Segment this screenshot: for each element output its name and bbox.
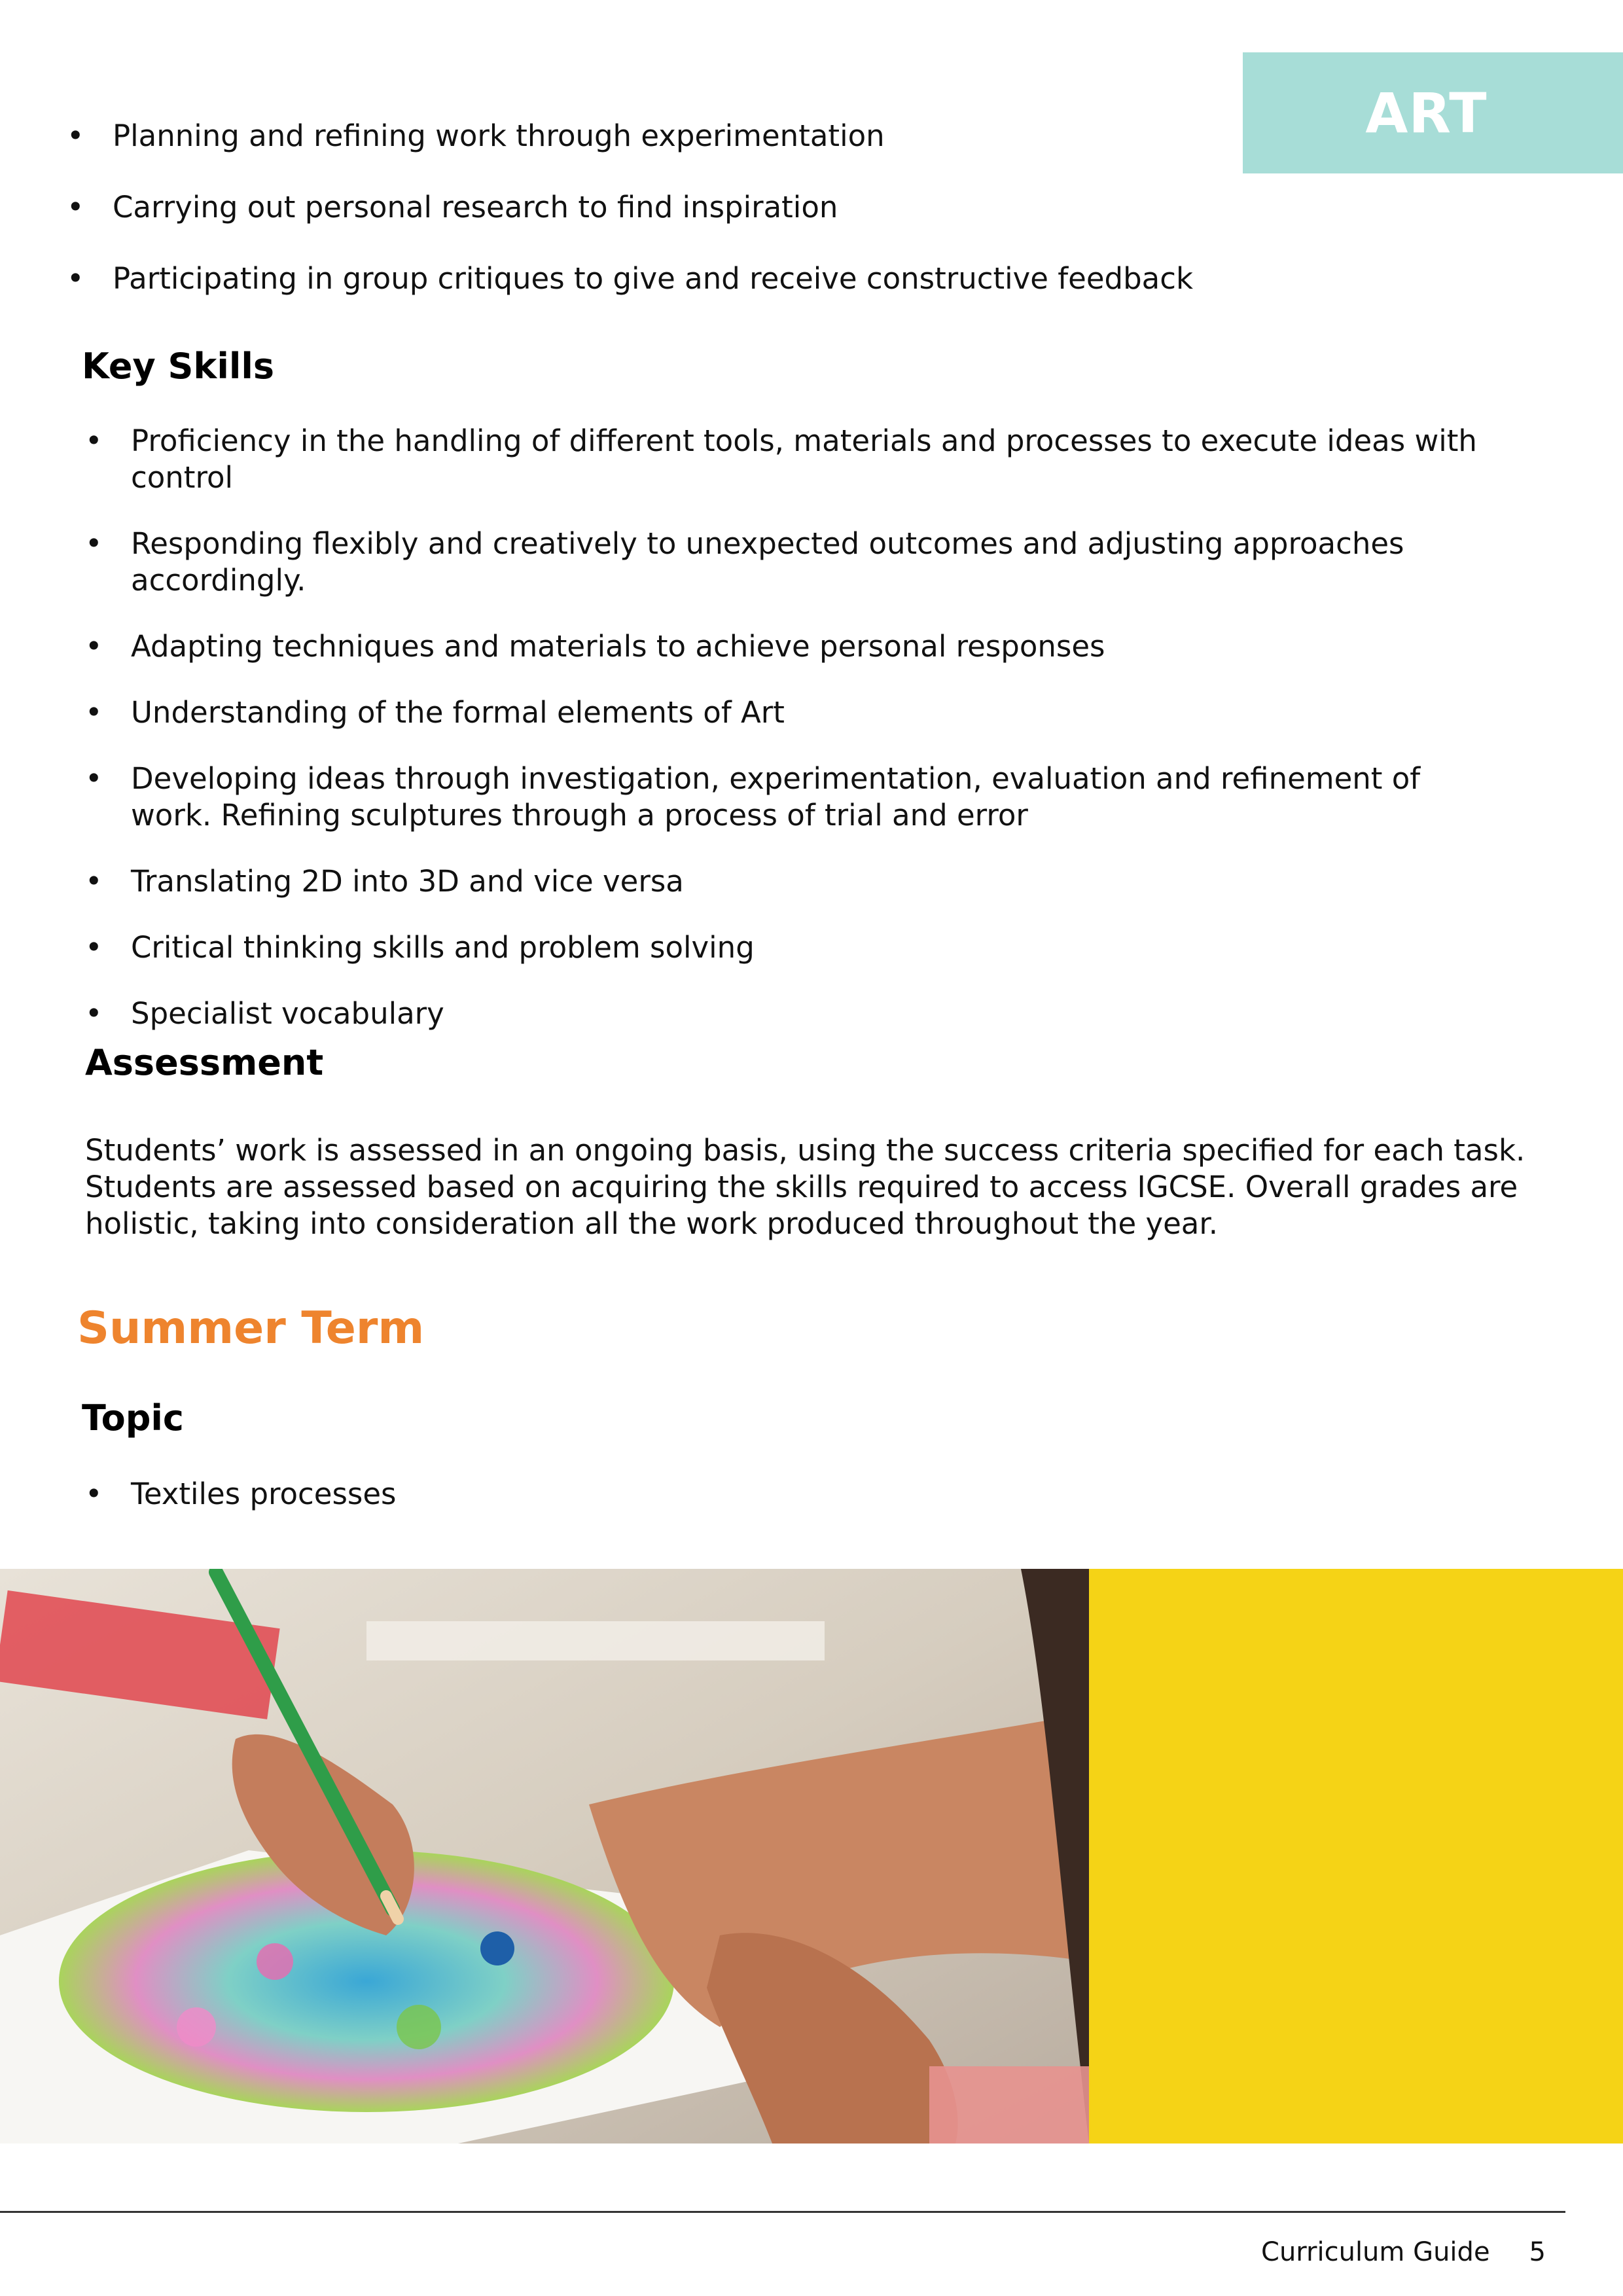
list-item: • Understanding of the formal elements of Art (131, 694, 1479, 731)
summer-term-heading: Summer Term (77, 1302, 425, 1354)
page-number: 5 (1529, 2237, 1546, 2267)
footer-label: Curriculum Guide (1261, 2237, 1490, 2267)
assessment-heading: Assessment (85, 1042, 324, 1083)
list-item: • Planning and refining work through experimentation (113, 118, 1225, 154)
list-item: • Critical thinking skills and problem solving (131, 929, 1479, 966)
footer-divider (0, 2211, 1565, 2213)
topic-list (131, 1476, 1113, 1513)
yellow-block (1089, 1569, 1623, 2144)
list-item: • Textiles processes (131, 1476, 1113, 1513)
list-item: • Participating in group critiques to give and receive constructive feedback (113, 260, 1225, 297)
footer (1261, 2237, 1546, 2267)
subject-tag-label: ART (1365, 81, 1488, 145)
list-item: • Proficiency in the handling of different tools, materials and processes to execute ideas with control (131, 423, 1479, 496)
list-item: • Developing ideas through investigation, experimentation, evaluation and refinement of work. Refining sculptures through a process of trial and error (131, 761, 1479, 834)
key-skills-list (131, 423, 1479, 1062)
topic-heading: Topic (82, 1397, 184, 1439)
list-item: • Responding flexibly and creatively to unexpected outcomes and adjusting approaches accordingly. (131, 526, 1479, 599)
list-item: • Translating 2D into 3D and vice versa (131, 863, 1479, 900)
subject-tag (1243, 52, 1623, 173)
assessment-text: Students’ work is assessed in an ongoing basis, using the success criteria specified for each task. Students are assessed based on acquiring the skills required to access IGCSE. Overall grades are holistic, taking into consideration all the work produced throughout the year. (85, 1133, 1525, 1241)
list-item: • Specialist vocabulary (131, 996, 1479, 1032)
student-drawing-photo (0, 1569, 1089, 2144)
intro-list (113, 118, 1225, 332)
list-item: • Adapting techniques and materials to achieve personal responses (131, 628, 1479, 665)
list-item: • Carrying out personal research to find inspiration (113, 189, 1225, 226)
key-skills-heading: Key Skills (82, 346, 274, 387)
